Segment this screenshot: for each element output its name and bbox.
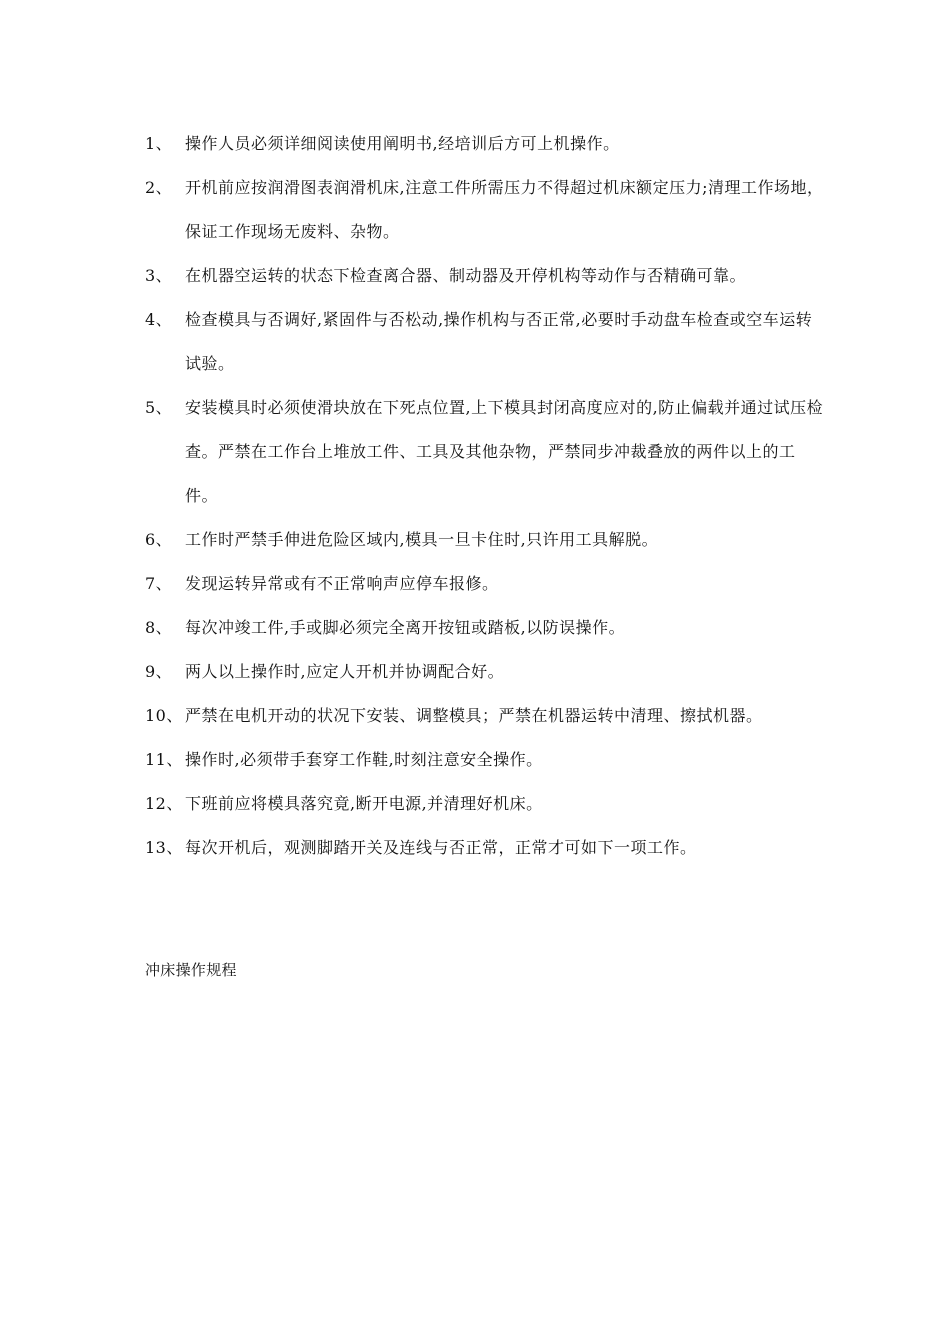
document-title: 冲床操作规程 bbox=[145, 961, 237, 979]
item-number: 12、 bbox=[145, 794, 183, 813]
item-text: 操作人员必须详细阅读使用阐明书,经培训后方可上机操作。 bbox=[185, 134, 620, 153]
item-text: 每次冲竣工件,手或脚必须完全离开按钮或踏板,以防误操作。 bbox=[185, 618, 626, 637]
item-text: 开机前应按润滑图表润滑机床,注意工件所需压力不得超过机床额定压力;清理工作场地，保证工作现场无废料、杂物。 bbox=[185, 178, 824, 241]
list-item bbox=[145, 826, 825, 870]
list-item bbox=[145, 782, 825, 826]
list-item bbox=[145, 386, 825, 518]
item-number: 11、 bbox=[145, 750, 183, 769]
item-number: 13、 bbox=[145, 838, 183, 857]
item-number: 10、 bbox=[145, 706, 183, 725]
item-text: 操作时,必须带手套穿工作鞋,时刻注意安全操作。 bbox=[185, 750, 543, 769]
item-text: 严禁在电机开动的状况下安装、调整模具；严禁在机器运转中清理、擦拭机器。 bbox=[185, 706, 763, 725]
list-item bbox=[145, 298, 825, 386]
item-number: 4、 bbox=[145, 310, 173, 329]
item-text: 安装模具时必须使滑块放在下死点位置,上下模具封闭高度应对的,防止偏载并通过试压检查。严禁在工作台上堆放工件、工具及其他杂物，严禁同步冲裁叠放的两件以上的工件。 bbox=[185, 398, 824, 505]
item-number: 2、 bbox=[145, 178, 173, 197]
list-item bbox=[145, 122, 825, 166]
list-item bbox=[145, 606, 825, 650]
list-item bbox=[145, 562, 825, 606]
item-number: 3、 bbox=[145, 266, 173, 285]
list-item bbox=[145, 650, 825, 694]
item-number: 6、 bbox=[145, 530, 173, 549]
item-text: 发现运转异常或有不正常响声应停车报修。 bbox=[185, 574, 499, 593]
list-item bbox=[145, 738, 825, 782]
list-item bbox=[145, 694, 825, 738]
item-text: 每次开机后，观测脚踏开关及连线与否正常，正常才可如下一项工作。 bbox=[185, 838, 697, 857]
list-item bbox=[145, 254, 825, 298]
item-number: 5、 bbox=[145, 398, 173, 417]
item-number: 7、 bbox=[145, 574, 173, 593]
item-number: 1、 bbox=[145, 134, 173, 153]
item-text: 两人以上操作时,应定人开机并协调配合好。 bbox=[185, 662, 505, 681]
list-item bbox=[145, 518, 825, 562]
item-number: 8、 bbox=[145, 618, 173, 637]
list-item bbox=[145, 166, 825, 254]
item-text: 工作时严禁手伸进危险区域内,模具一旦卡住时,只许用工具解脱。 bbox=[185, 530, 659, 549]
rules-list bbox=[145, 122, 825, 870]
item-text: 在机器空运转的状态下检查离合器、制动器及开停机构等动作与否精确可靠。 bbox=[185, 266, 747, 285]
item-text: 检查模具与否调好,紧固件与否松动,操作机构与否正常,必要时手动盘车检查或空车运转试验。 bbox=[185, 310, 813, 373]
item-number: 9、 bbox=[145, 662, 173, 681]
item-text: 下班前应将模具落究竟,断开电源,并清理好机床。 bbox=[185, 794, 543, 813]
